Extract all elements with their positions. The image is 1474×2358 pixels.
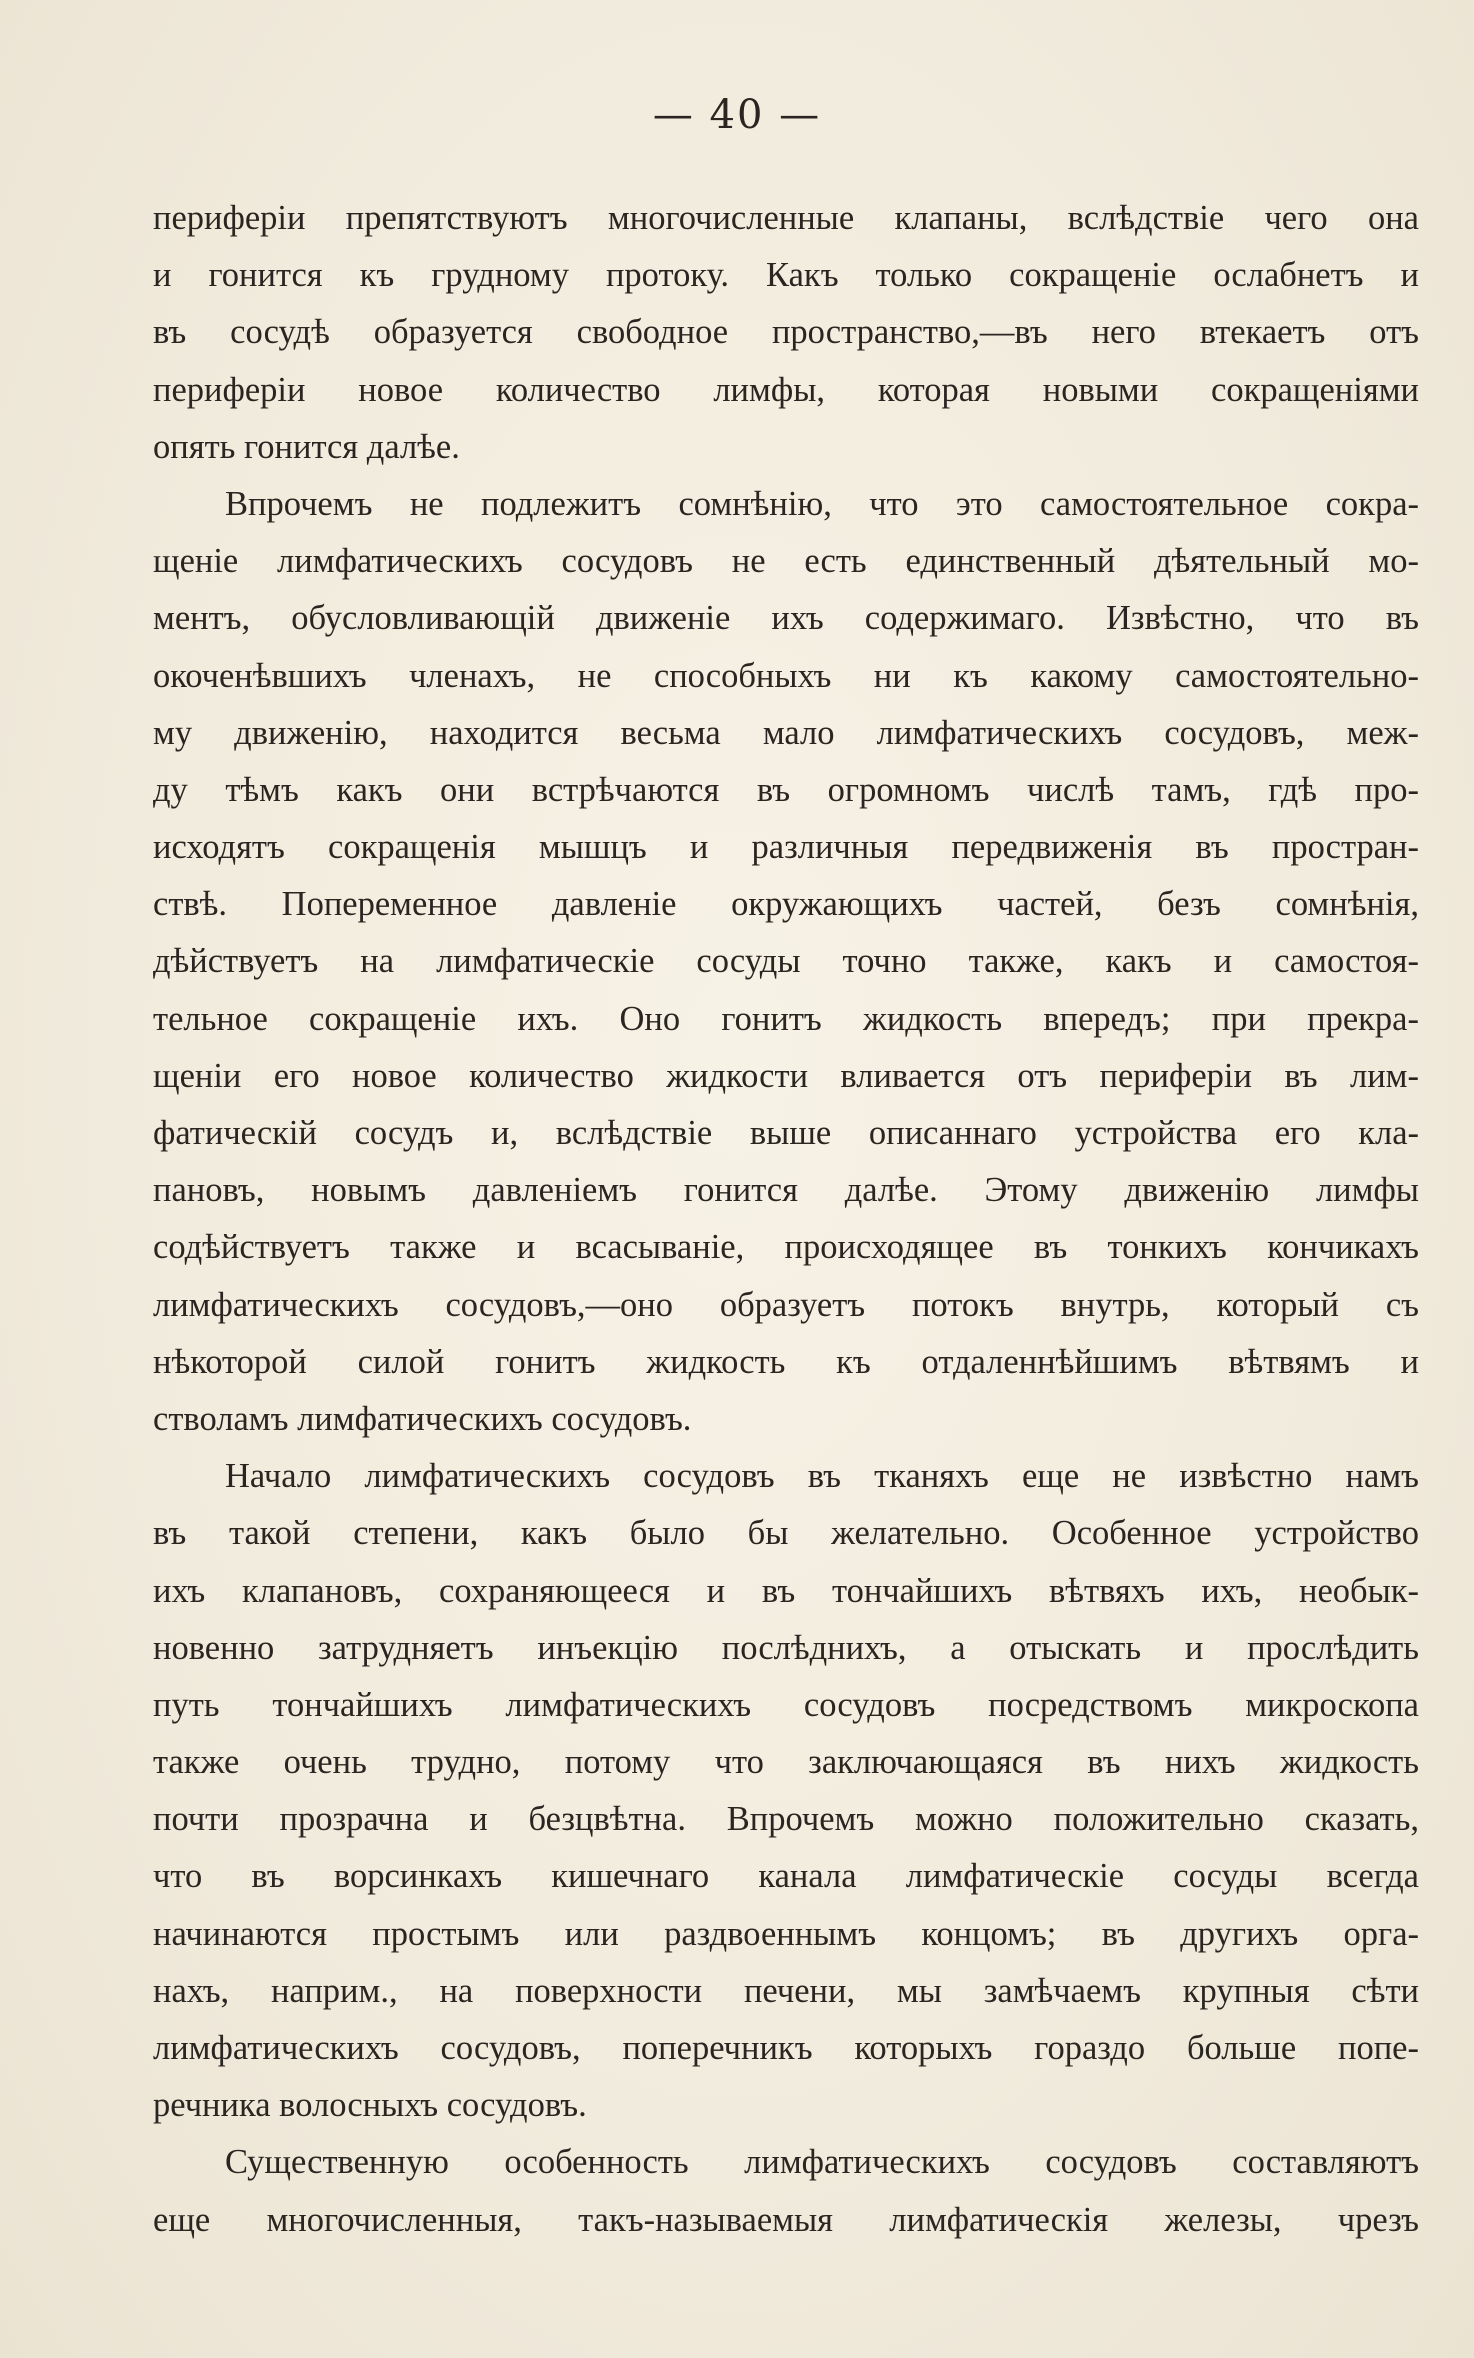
paragraph-1 <box>153 190 1419 476</box>
text-line: въ сосудѣ образуется свободное пространство,—въ него втекаетъ отъ <box>153 313 1419 352</box>
text-line: Впрочемъ не подлежитъ сомнѣнію, что это самостоятельное сокра- <box>225 484 1419 523</box>
text-line: что въ ворсинкахъ кишечнаго канала лимфатическіе сосуды всегда <box>153 1857 1419 1896</box>
paragraph-3 <box>153 1448 1419 2134</box>
text-line: Существенную особенность лимфатическихъ сосудовъ составляютъ <box>225 2143 1419 2182</box>
paragraph-2 <box>153 476 1419 1448</box>
text-line: также очень трудно, потому что заключающаяся въ нихъ жидкость <box>153 1743 1419 1782</box>
text-line: ствѣ. Попеременное давленіе окружающихъ частей, безъ сомнѣнія, <box>153 885 1419 924</box>
text-line: щеніе лимфатическихъ сосудовъ не есть единственный дѣятельный мо- <box>153 542 1419 581</box>
text-line: ду тѣмъ какъ они встрѣчаются въ огромномъ числѣ тамъ, гдѣ про- <box>153 770 1419 809</box>
text-line: фатическій сосудъ и, вслѣдствіе выше описаннаго устройства его кла- <box>153 1114 1419 1152</box>
text-line: новенно затрудняетъ инъекцію послѣднихъ, а отыскать и прослѣдить <box>153 1628 1419 1667</box>
text-line: въ такой степени, какъ было бы желательно. Особенное устройство <box>153 1514 1419 1553</box>
text-line: речника волосныхъ сосудовъ. <box>153 2086 587 2125</box>
text-line: нѣкоторой силой гонитъ жидкость къ отдаленнѣйшимъ вѣтвямъ и <box>153 1342 1419 1381</box>
text-line: пановъ, новымъ давленіемъ гонится далѣе. Этому движенію лимфы <box>153 1171 1419 1210</box>
text-line: ментъ, обусловливающій движеніе ихъ содержимаго. Извѣстно, что въ <box>153 599 1419 638</box>
paragraph-4 <box>153 2134 1419 2248</box>
text-line: дѣйствуетъ на лимфатическіе сосуды точно также, какъ и самостоя- <box>153 942 1419 981</box>
text-line: начинаются простымъ или раздвоеннымъ концомъ; въ другихъ орга- <box>153 1914 1419 1953</box>
text-line: исходятъ сокращенія мышцъ и различныя передвиженія въ простран- <box>153 828 1419 867</box>
text-line: окоченѣвшихъ членахъ, не способныхъ ни къ какому самостоятельно- <box>153 656 1419 695</box>
text-line: еще многочисленныя, такъ-называемыя лимфатическія железы, чрезъ <box>153 2200 1419 2239</box>
text-line: стволамъ лимфатическихъ сосудовъ. <box>153 1399 692 1438</box>
page-number: — 40 — <box>652 92 822 138</box>
text-line: содѣйствуетъ также и всасываніе, происходящее въ тонкихъ кончикахъ <box>153 1228 1419 1267</box>
text-line: почти прозрачна и безцвѣтна. Впрочемъ можно положительно сказать, <box>153 1800 1419 1839</box>
text-line: му движенію, находится весьма мало лимфатическихъ сосудовъ, меж- <box>153 713 1419 752</box>
text-line: нахъ, наприм., на поверхности печени, мы замѣчаемъ крупныя сѣти <box>153 1971 1419 2010</box>
text-line: Начало лимфатическихъ сосудовъ въ тканяхъ еще не извѣстно намъ <box>225 1457 1419 1496</box>
text-line: лимфатическихъ сосудовъ,—оно образуетъ потокъ внутрь, который съ <box>153 1285 1419 1324</box>
text-line: опять гонится далѣе. <box>153 427 460 466</box>
text-line: периферіи новое количество лимфы, которая новыми сокращеніями <box>153 370 1419 409</box>
text-line: щеніи его новое количество жидкости вливается отъ периферіи въ лим- <box>153 1056 1419 1095</box>
body-text <box>153 190 1419 2249</box>
text-line: лимфатическихъ сосудовъ, поперечникъ которыхъ гораздо больше попе- <box>153 2029 1419 2067</box>
text-line: тельное сокращеніе ихъ. Оно гонитъ жидкость впередъ; при прекра- <box>153 999 1419 1038</box>
text-line: и гонится къ грудному протоку. Какъ только сокращеніе ослабнетъ и <box>153 256 1419 295</box>
text-line: периферіи препятствуютъ многочисленные клапаны, вслѣдствіе чего она <box>153 199 1419 237</box>
text-line: ихъ клапановъ, сохраняющееся и въ тончайшихъ вѣтвяхъ ихъ, необык- <box>153 1571 1419 1610</box>
text-line: путь тончайшихъ лимфатическихъ сосудовъ посредствомъ микроскопа <box>153 1685 1419 1724</box>
